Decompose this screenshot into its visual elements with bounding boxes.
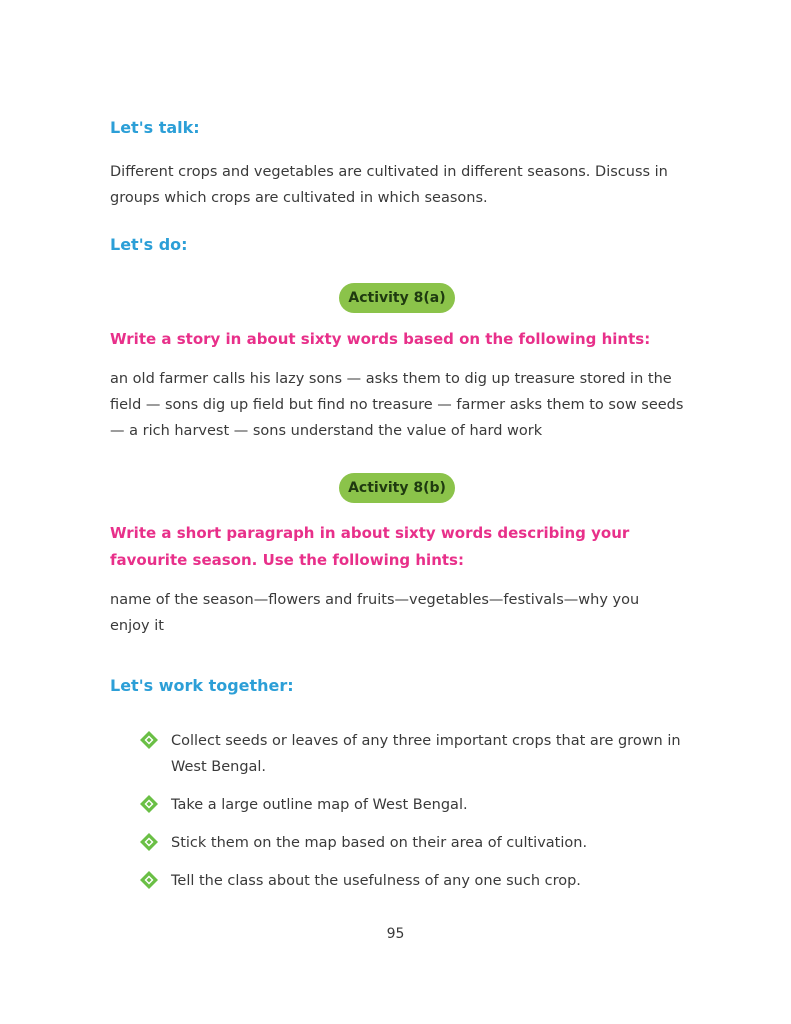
activity-8b-instruction: Write a short paragraph in about sixty words describing your favourite season. Use the following hints:: [110, 524, 630, 569]
list-item-text: Collect seeds or leaves of any three important crops that are grown in West Bengal.: [171, 733, 681, 775]
page-number: 95: [386, 926, 405, 942]
diamond-bullet-icon: [140, 731, 158, 749]
list-item: [140, 830, 700, 856]
activity-8b-badge: Activity 8(b): [339, 473, 455, 503]
lets-work-together-heading: Let's work together:: [110, 676, 294, 695]
list-item: [140, 792, 700, 818]
activity-8a-instruction: Write a story in about sixty words based on the following hints:: [110, 330, 651, 348]
activity-8a-hints: an old farmer calls his lazy sons — asks them to dig up treasure stored in the field — sons dig up field but find no treasure — farmer asks them to sow seeds — a rich harvest — sons understand the value of hard work: [110, 371, 684, 439]
lets-talk-heading: Let's talk:: [110, 118, 200, 137]
activity-8b-hints: name of the season—flowers and fruits—vegetables—festivals—why you enjoy it: [110, 592, 640, 634]
lets-talk-text: Different crops and vegetables are cultivated in different seasons. Discuss in groups which crops are cultivated in which seasons.: [110, 164, 668, 206]
diamond-bullet-icon: [140, 871, 158, 889]
lets-do-heading: Let's do:: [110, 235, 188, 254]
list-item: [140, 728, 700, 780]
activity-8a-badge: Activity 8(a): [339, 283, 455, 313]
list-item-text: Stick them on the map based on their area of cultivation.: [171, 835, 588, 851]
diamond-bullet-icon: [140, 833, 158, 851]
list-item-text: Tell the class about the usefulness of any one such crop.: [171, 873, 581, 889]
list-item: [140, 868, 700, 894]
diamond-bullet-icon: [140, 795, 158, 813]
list-item-text: Take a large outline map of West Bengal.: [171, 797, 468, 813]
work-together-list: [140, 728, 700, 894]
